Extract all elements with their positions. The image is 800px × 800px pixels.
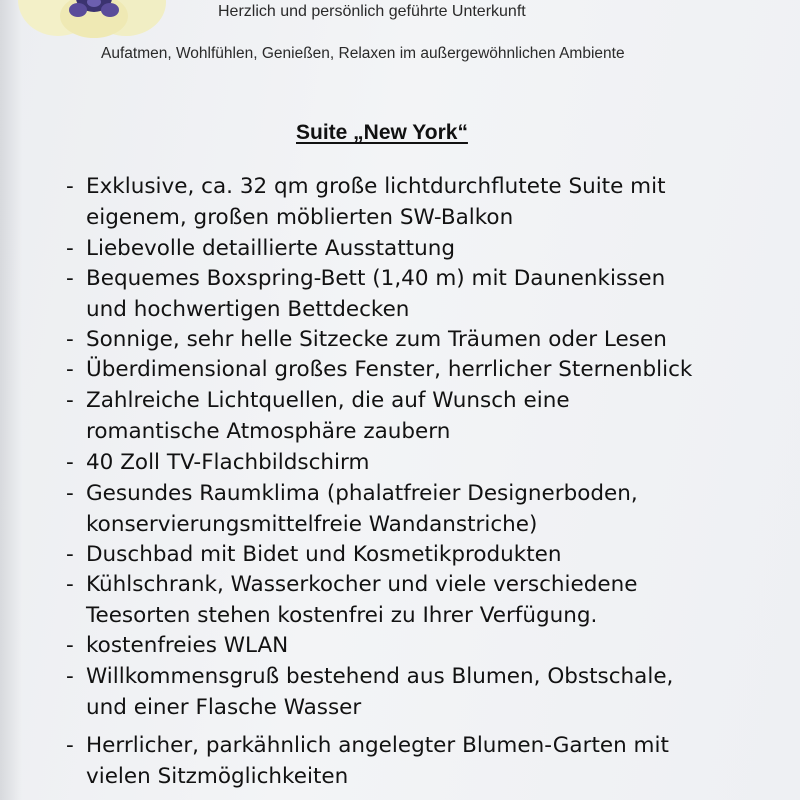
feature-text: Kühlschrank, Wasserkocher und viele verschiedene — [86, 572, 638, 597]
feature-text: vielen Sitzmöglichkeiten — [86, 764, 349, 789]
header-subtitle: Aufatmen, Wohlfühlen, Genießen, Relaxen im außergewöhnlichen Ambiente — [101, 45, 625, 62]
feature-text: kostenfreies WLAN — [86, 633, 289, 658]
page-title: Suite „New York“ — [296, 121, 468, 144]
feature-text: Willkommensgruß bestehend aus Blumen, Obstschale, — [86, 664, 674, 689]
bullet-dash: - — [66, 633, 74, 658]
feature-item — [66, 569, 637, 631]
feature-text: Zahlreiche Lichtquellen, die auf Wunsch eine — [86, 388, 570, 413]
feature-text: Überdimensional großes Fenster, herrlicher Sternenblick — [86, 357, 693, 382]
feature-item — [66, 354, 692, 385]
feature-text: konservierungsmittelfreie Wandanstriche) — [86, 512, 538, 537]
feature-text: Exklusive, ca. 32 qm große lichtdurchflutete Suite mit — [86, 174, 666, 199]
feature-item — [66, 478, 638, 540]
feature-text: Bequemes Boxspring-Bett (1,40 m) mit Daunenkissen — [86, 266, 666, 291]
feature-text: Duschbad mit Bidet und Kosmetikprodukten — [86, 542, 562, 567]
bullet-dash: - — [66, 327, 74, 352]
feature-text: Sonnige, sehr helle Sitzecke zum Träumen oder Lesen — [86, 327, 667, 352]
feature-text: Teesorten stehen kostenfrei zu Ihrer Verfügung. — [86, 603, 598, 628]
bullet-dash: - — [66, 388, 74, 413]
feature-item — [66, 233, 455, 264]
bullet-dash: - — [66, 572, 74, 597]
bullet-dash: - — [66, 450, 74, 475]
bullet-dash: - — [66, 733, 74, 758]
bullet-dash: - — [66, 357, 74, 382]
bullet-dash: - — [66, 542, 74, 567]
bullet-dash: - — [66, 174, 74, 199]
feature-text: romantische Atmosphäre zaubern — [86, 419, 451, 444]
bullet-dash: - — [66, 664, 74, 689]
header-tagline: Herzlich und persönlich geführte Unterkunft — [218, 3, 526, 20]
bullet-dash: - — [66, 236, 74, 261]
bullet-dash: - — [66, 481, 74, 506]
feature-item — [66, 447, 369, 478]
feature-text: Gesundes Raumklima (phalatfreier Designerboden, — [86, 481, 638, 506]
bullet-dash: - — [66, 266, 74, 291]
feature-item — [66, 539, 562, 570]
feature-item — [66, 171, 666, 233]
feature-text: und einer Flasche Wasser — [86, 695, 362, 720]
feature-item — [66, 385, 570, 447]
feature-text: Liebevolle detaillierte Ausstattung — [86, 236, 455, 261]
feature-text: und hochwertigen Bettdecken — [86, 297, 410, 322]
feature-text: eigenem, großen möblierten SW-Balkon — [86, 205, 514, 230]
feature-item — [66, 661, 673, 723]
feature-text: Herrlicher, parkähnlich angelegter Blumen-Garten mit — [86, 733, 669, 758]
feature-item — [66, 730, 669, 792]
feature-item — [66, 324, 667, 355]
feature-text: 40 Zoll TV-Flachbildschirm — [86, 450, 370, 475]
feature-item — [66, 263, 665, 325]
feature-item — [66, 630, 288, 661]
